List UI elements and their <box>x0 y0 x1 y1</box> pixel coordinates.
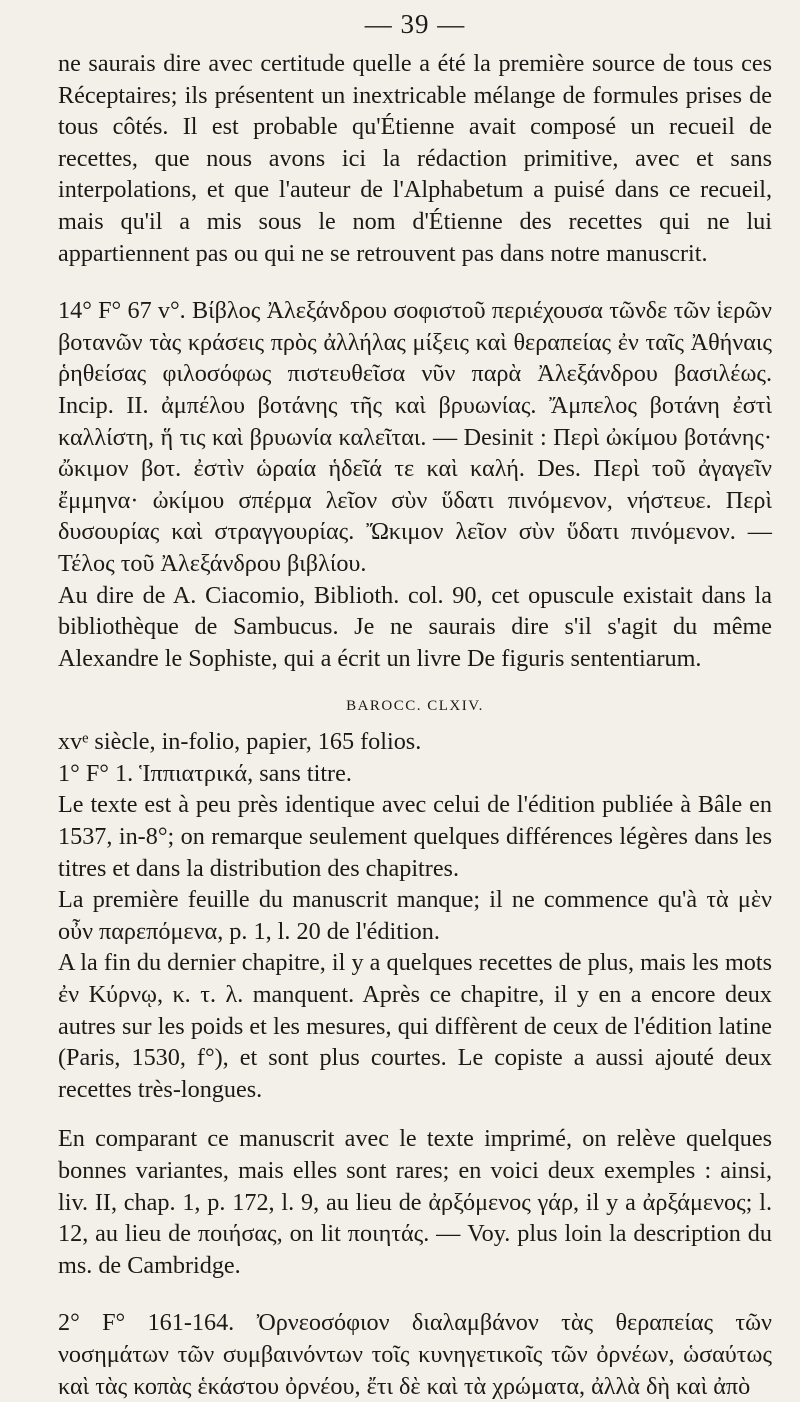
paragraph-variantes: En comparant ce manuscrit avec le texte imprimé, on relève quelques bonnes variantes, mais elles sont rares; en voici deux exemples : ainsi, liv. II, chap. 1, p. 172, l. 9, au lieu de ἀρξόμενος γάρ, il y a ἀρξάμενος; l. 12, au lieu de ποιήσας, on lit ποιητάς. — Voy. plus loin la description du ms. de Cambridge. <box>58 1125 772 1279</box>
paragraph-item-1: 1° F° 1. Ἱππιατρικά, sans titre. <box>58 759 352 787</box>
paragraph-premiere-feuille: La première feuille du manuscrit manque; il ne commence qu'à τὰ μὲν οὖν παρεπόμενα, p. 1, l. 20 de l'édition. <box>58 886 772 945</box>
paragraph-item-2: 2° F° 161-164. Ὀρνεοσόφιον διαλαμβάνον τὰς θεραπείας τῶν νοσημάτων τῶν συμβαινόντων τοῖς κυνηγετικοῖς τῶν ὀρνέων, ὡσαύτως καὶ τὰς κοπὰς ἑκάστου ὀρνέου, ἔτι δὲ καὶ τὰ χρώματα, ἀλλὰ δὴ καὶ ἀπὸ <box>58 1309 772 1400</box>
paragraph-alexandre-entry: 14° F° 67 v°. Βίβλος Ἀλεξάνδρου σοφιστοῦ περιέχουσα τῶνδε τῶν ἱερῶν βοτανῶν τὰς κράσεις πρὸς ἀλλήλας μίξεις καὶ θεραπείας ἐν ταῖς Ἀθήναις ῥηθείσας φιλοσόφως πιστευθεῖσα νῦν παρὰ Ἀλεξάνδρου βασιλέως. Incip. II. ἀμπέλου βοτάνης τῆς καὶ βρυωνίας. Ἄμπελος βοτάνη ἐστὶ καλλίστη, ἥ τις καὶ βρυωνία καλεῖται. — Desinit : Περὶ ὠκίμου βοτάνης· ὤκιμον βοτ. ἐστὶν ὡραία ἡδεῖά τε καὶ καλή. Des. Περὶ τοῦ ἀγαγεῖν ἔμμηνα· ὠκίμου σπέρμα λεῖον σὺν ὕδατι πινόμενον, νήστευε. Περὶ δυσουρίας καὶ στραγγουρίας. Ὤκιμον λεῖον σὺν ὕδατι πινόμενον. — Τέλος τοῦ Ἀλεξάνδρου βιβλίου. <box>58 297 772 577</box>
paragraph-ciacomio: Au dire de A. Ciacomio, Biblioth. col. 90, cet opuscule existait dans la bibliothèque de Sambucus. Je ne saurais dire s'il s'agit du même Alexandre le Sophiste, qui a écrit un livre De figuris sententiarum. <box>58 581 772 672</box>
section-description: xvᵉ siècle, in-folio, papier, 165 folios. <box>58 728 422 756</box>
section-title: BAROCC. CLXIV. <box>346 698 484 715</box>
paragraph-edition-bale: Le texte est à peu près identique avec celui de l'édition publiée à Bâle en 1537, in-8°; on remarque seulement quelques différences légères dans les titres et dans la distribution des chapitres. <box>58 791 772 882</box>
paragraph-fin-chapitre: A la fin du dernier chapitre, il y a quelques recettes de plus, mais les mots ἐν Κύρνῳ, κ. τ. λ. manquent. Après ce chapitre, il y en a encore deux autres sur les poids et les mesures, qui diffèrent de ceux de l'édition latine (Paris, 1530, f°), et sont plus courtes. Le copiste a aussi ajouté deux recettes très-longues. <box>58 949 772 1103</box>
page-number: — 39 — <box>364 9 466 39</box>
paragraph-receptaires: ne saurais dire avec certitude quelle a été la première source de tous ces Réceptaires; ils présentent un inextricable mélange de formules prises de tous côtés. Il est probable qu'Étienne avait composé un recueil de recettes, que nous avons ici la rédaction primitive, avec et sans interpolations, et que l'auteur de l'Alphabetum a puisé dans ce recueil, mais qu'il a mis sous le nom d'Étienne des recettes qui ne lui appartiennent pas ou qui ne se retrouvent pas dans notre manuscrit. <box>58 50 772 267</box>
